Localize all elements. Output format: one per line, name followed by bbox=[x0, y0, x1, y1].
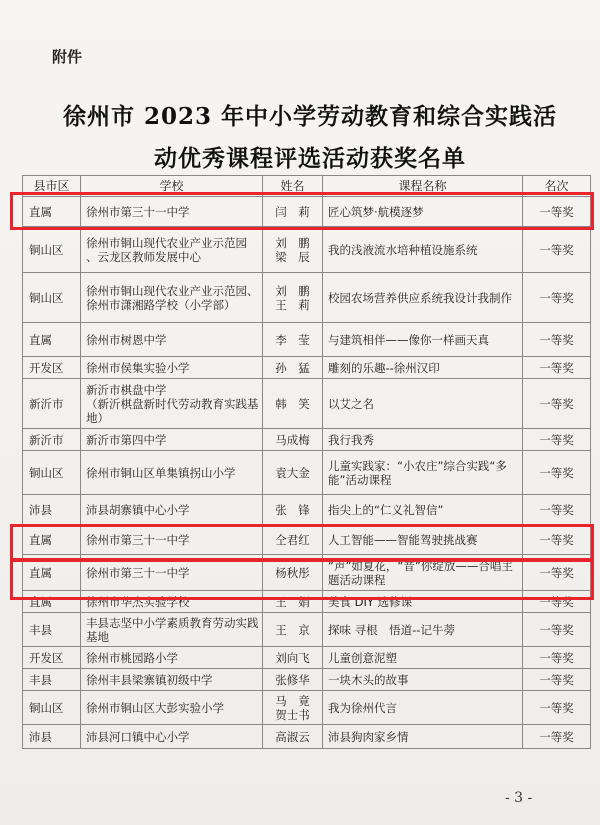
cell-name: 李 莹 bbox=[263, 323, 323, 357]
cell-name: 王 娟 bbox=[263, 591, 323, 613]
awards-table bbox=[22, 175, 591, 749]
cell-course: 探味 寻根 悟道--记牛蒡 bbox=[323, 613, 523, 647]
cell-school: 新沂市第四中学 bbox=[81, 429, 263, 451]
table-row bbox=[23, 495, 591, 525]
cell-name: 杨秋彤 bbox=[263, 555, 323, 591]
cell-school: 徐州市树恩中学 bbox=[81, 323, 263, 357]
table-row bbox=[23, 429, 591, 451]
cell-county: 丰县 bbox=[23, 613, 81, 647]
table-row bbox=[23, 691, 591, 725]
cell-rank: 一等奖 bbox=[523, 197, 591, 227]
header-course: 课程名称 bbox=[323, 176, 523, 197]
table-header-row bbox=[23, 176, 591, 197]
table-row bbox=[23, 591, 591, 613]
table-row bbox=[23, 669, 591, 691]
cell-county: 直属 bbox=[23, 323, 81, 357]
header-rank: 名次 bbox=[523, 176, 591, 197]
cell-name: 韩 笑 bbox=[263, 379, 323, 429]
table-row bbox=[23, 357, 591, 379]
header-county: 县市区 bbox=[23, 176, 81, 197]
cell-course: 我的浅液流水培种植设施系统 bbox=[323, 227, 523, 273]
cell-name: 刘 鹏 王 莉 bbox=[263, 273, 323, 323]
cell-rank: 一等奖 bbox=[523, 379, 591, 429]
cell-course: 匠心筑梦·航模逐梦 bbox=[323, 197, 523, 227]
table-row bbox=[23, 647, 591, 669]
cell-course: 与建筑相伴——像你一样画天真 bbox=[323, 323, 523, 357]
cell-name: 孙 猛 bbox=[263, 357, 323, 379]
cell-rank: 一等奖 bbox=[523, 227, 591, 273]
cell-course: 雕刻的乐趣--徐州汉印 bbox=[323, 357, 523, 379]
cell-name: 张修华 bbox=[263, 669, 323, 691]
cell-rank: 一等奖 bbox=[523, 525, 591, 555]
cell-county: 铜山区 bbox=[23, 451, 81, 495]
cell-school: 徐州市第三十一中学 bbox=[81, 555, 263, 591]
cell-course: 一块木头的故事 bbox=[323, 669, 523, 691]
cell-course: 以艾之名 bbox=[323, 379, 523, 429]
cell-school: 沛县河口镇中心小学 bbox=[81, 725, 263, 749]
cell-course: 我行我秀 bbox=[323, 429, 523, 451]
cell-name: 张 锋 bbox=[263, 495, 323, 525]
cell-school: 徐州市桃园路小学 bbox=[81, 647, 263, 669]
document-title-line1: 徐州市 2023 年中小学劳动教育和综合实践活 bbox=[62, 103, 558, 130]
cell-course: 美食 DIY 选修课 bbox=[323, 591, 523, 613]
table-row bbox=[23, 379, 591, 429]
cell-school: 沛县胡寨镇中心小学 bbox=[81, 495, 263, 525]
cell-name: 刘向飞 bbox=[263, 647, 323, 669]
cell-rank: 一等奖 bbox=[523, 591, 591, 613]
cell-school: 徐州市第三十一中学 bbox=[81, 197, 263, 227]
cell-school: 徐州市铜山现代农业产业示范园 、云龙区教师发展中心 bbox=[81, 227, 263, 273]
cell-rank: 一等奖 bbox=[523, 555, 591, 591]
table-row bbox=[23, 323, 591, 357]
cell-name: 刘 鹏 梁 辰 bbox=[263, 227, 323, 273]
cell-rank: 一等奖 bbox=[523, 429, 591, 451]
cell-county: 直属 bbox=[23, 525, 81, 555]
cell-course: 儿童创意泥塑 bbox=[323, 647, 523, 669]
cell-course: “声”如夏花，“音”你绽放——合唱主题活动课程 bbox=[323, 555, 523, 591]
table-row bbox=[23, 451, 591, 495]
table-row bbox=[23, 613, 591, 647]
cell-county: 直属 bbox=[23, 555, 81, 591]
document-title-line2: 动优秀课程评选活动获奖名单 bbox=[154, 145, 466, 172]
table-row bbox=[23, 273, 591, 323]
cell-county: 新沂市 bbox=[23, 429, 81, 451]
cell-rank: 一等奖 bbox=[523, 691, 591, 725]
cell-county: 铜山区 bbox=[23, 227, 81, 273]
cell-school: 丰县志坚中小学素质教育劳动实践基地 bbox=[81, 613, 263, 647]
cell-rank: 一等奖 bbox=[523, 323, 591, 357]
cell-name: 马 竟 贺士书 bbox=[263, 691, 323, 725]
cell-school: 徐州市铜山区大彭实验小学 bbox=[81, 691, 263, 725]
cell-name: 王 京 bbox=[263, 613, 323, 647]
cell-course: 儿童实践家：“小农庄”综合实践“多能”活动课程 bbox=[323, 451, 523, 495]
cell-county: 直属 bbox=[23, 197, 81, 227]
cell-rank: 一等奖 bbox=[523, 273, 591, 323]
cell-school: 徐州市铜山现代农业产业示范园、徐州市潇湘路学校（小学部） bbox=[81, 273, 263, 323]
cell-school: 徐州市侯集实验小学 bbox=[81, 357, 263, 379]
cell-rank: 一等奖 bbox=[523, 725, 591, 749]
cell-rank: 一等奖 bbox=[523, 669, 591, 691]
cell-rank: 一等奖 bbox=[523, 495, 591, 525]
cell-course: 人工智能——智能驾驶挑战赛 bbox=[323, 525, 523, 555]
cell-county: 沛县 bbox=[23, 495, 81, 525]
cell-county: 直属 bbox=[23, 591, 81, 613]
page-number: - 3 - bbox=[505, 790, 533, 806]
cell-county: 开发区 bbox=[23, 647, 81, 669]
cell-rank: 一等奖 bbox=[523, 451, 591, 495]
table-row bbox=[23, 525, 591, 555]
cell-name: 袁大金 bbox=[263, 451, 323, 495]
cell-county: 新沂市 bbox=[23, 379, 81, 429]
table-row bbox=[23, 197, 591, 227]
header-name: 姓名 bbox=[263, 176, 323, 197]
cell-school: 徐州丰县梁寨镇初级中学 bbox=[81, 669, 263, 691]
cell-county: 沛县 bbox=[23, 725, 81, 749]
cell-county: 丰县 bbox=[23, 669, 81, 691]
attachment-label: 附件 bbox=[52, 48, 83, 66]
cell-county: 铜山区 bbox=[23, 691, 81, 725]
cell-rank: 一等奖 bbox=[523, 357, 591, 379]
cell-name: 高淑云 bbox=[263, 725, 323, 749]
header-school: 学校 bbox=[81, 176, 263, 197]
cell-course: 沛县狗肉家乡情 bbox=[323, 725, 523, 749]
cell-rank: 一等奖 bbox=[523, 613, 591, 647]
cell-name: 闫 莉 bbox=[263, 197, 323, 227]
cell-school: 徐州市第三十一中学 bbox=[81, 525, 263, 555]
cell-course: 我为徐州代言 bbox=[323, 691, 523, 725]
table-row bbox=[23, 555, 591, 591]
cell-name: 马成梅 bbox=[263, 429, 323, 451]
cell-rank: 一等奖 bbox=[523, 647, 591, 669]
cell-school: 徐州市华杰实验学校 bbox=[81, 591, 263, 613]
cell-course: 校园农场营养供应系统我设计我制作 bbox=[323, 273, 523, 323]
table-row bbox=[23, 227, 591, 273]
cell-school: 新沂市棋盘中学 （新沂棋盘新时代劳动教育实践基地） bbox=[81, 379, 263, 429]
cell-name: 仝君红 bbox=[263, 525, 323, 555]
cell-county: 铜山区 bbox=[23, 273, 81, 323]
cell-course: 指尖上的“仁义礼智信” bbox=[323, 495, 523, 525]
table-row bbox=[23, 725, 591, 749]
cell-county: 开发区 bbox=[23, 357, 81, 379]
cell-school: 徐州市铜山区单集镇拐山小学 bbox=[81, 451, 263, 495]
